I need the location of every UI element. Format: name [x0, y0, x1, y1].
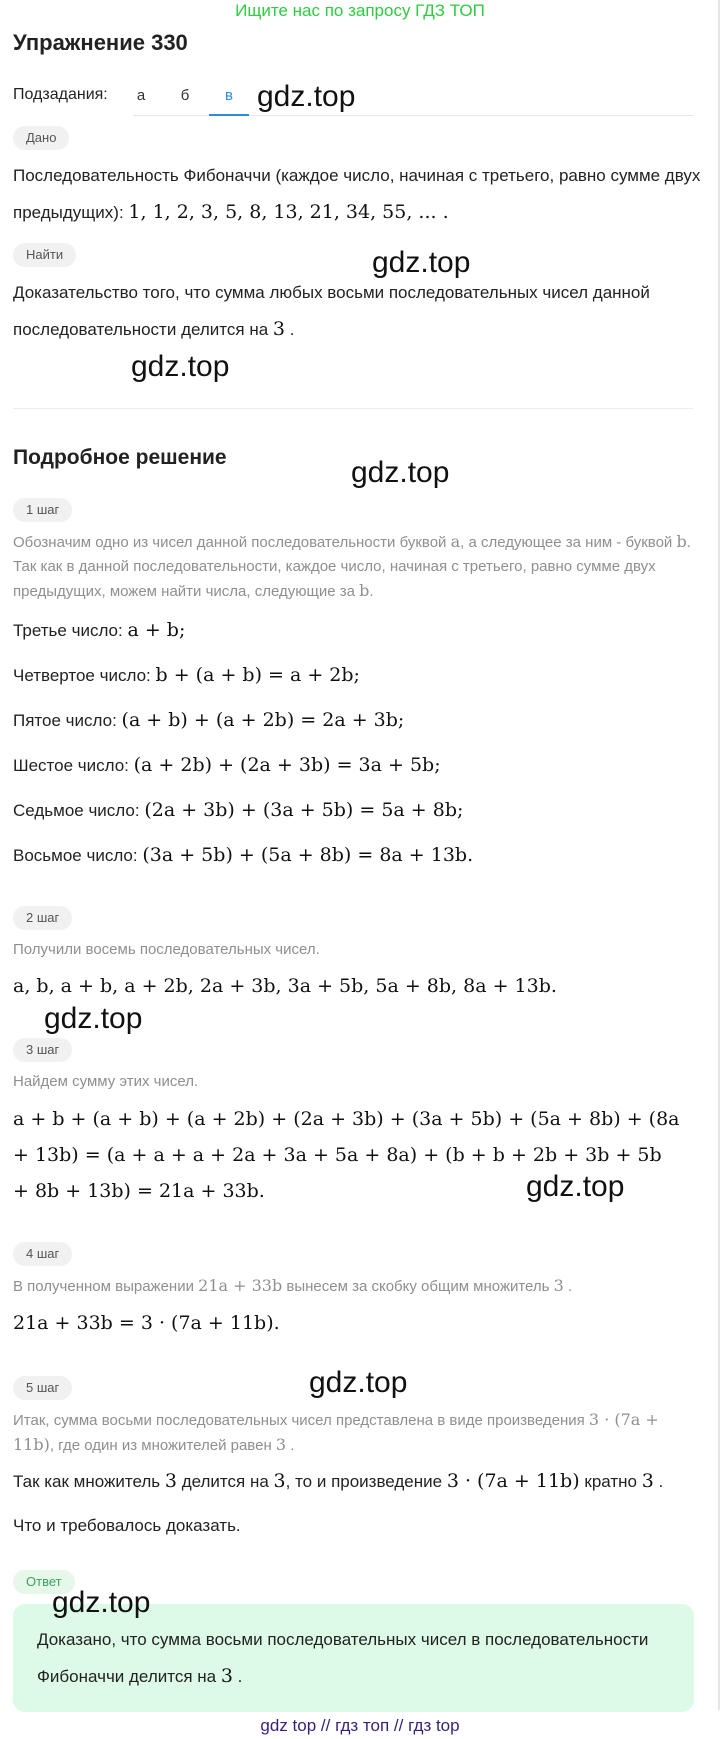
subtask-tab-a[interactable]: а: [136, 87, 146, 104]
step5-line-math: 3 · (7a + 11b): [446, 1470, 580, 1492]
step1-note-part: Обозначим одно из чисел данной последовательности буквой: [13, 534, 447, 551]
line-label: Четвертое число:: [13, 666, 151, 685]
given-chip: Дано: [13, 126, 69, 150]
step5-chip: 5 шаг: [13, 1376, 72, 1400]
answer-text: [37, 1622, 677, 1695]
find-text: [13, 275, 703, 348]
step5-note-part: Итак, сумма восьми последовательных чисел представлена в виде произведения: [13, 1412, 585, 1429]
step1-note-part: . Так как в данной последовательности, каждое число, начиная с третьего, равно сумме двух предыдущих, можем найти числа, следующие за: [13, 534, 691, 600]
find-divisor: 3: [272, 318, 285, 340]
line-math: (a + 2b) + (2a + 3b) = 3a + 5b;: [133, 754, 441, 776]
answer-chip: Ответ: [13, 1570, 75, 1594]
subtask-tab-b[interactable]: б: [180, 87, 190, 104]
line-label: Третье число:: [13, 621, 123, 640]
step5-note-math: 3 · (7a + 11b): [13, 1410, 659, 1454]
conclusion-text: Что и требовалось доказать.: [13, 1516, 241, 1535]
line-math: b + (a + b) = a + 2b;: [155, 664, 360, 686]
watermark: gdz.top: [52, 1586, 151, 1619]
step5-line-math: 3: [273, 1470, 286, 1492]
step5-line-part: , то и произведение: [285, 1472, 443, 1491]
find-description: Доказательство того, что сумма любых восьми последовательных чисел данной последовательности делится на: [13, 283, 650, 339]
page-title: Упражнение 330: [13, 30, 188, 55]
step3-math: a + b + (a + b) + (a + 2b) + (2a + 3b) + (3a + 5b) + (5a + 8b) + (8a + 13b) = (a + a + a + 2a + 3a + 5a + 8a) + (b + b + 2b + 3b + 5b + 8b + 13b) = 21a + 33b.: [13, 1108, 680, 1202]
step4-note: [13, 1274, 693, 1299]
find-tail: .: [289, 320, 295, 339]
answer-box: [13, 1604, 694, 1712]
watermark: gdz.top: [44, 1002, 143, 1035]
step4-chip: 4 шаг: [13, 1242, 72, 1266]
step3-chip: 3 шаг: [13, 1038, 72, 1062]
step1-line-8: [13, 840, 473, 871]
step2-math: a, b, a + b, a + 2b, 2a + 3b, 3a + 5b, 5a + 8b, 8a + 13b.: [13, 975, 557, 997]
line-label: Седьмое число:: [13, 801, 140, 820]
given-sequence: 1, 1, 2, 3, 5, 8, 13, 21, 34, 55, ... .: [128, 201, 449, 223]
line-math: (2a + 3b) + (3a + 5b) = 5a + 8b;: [144, 799, 464, 821]
step5-line: [13, 1466, 663, 1497]
step5-note: [13, 1408, 693, 1458]
step4-note-part: В полученном выражении: [13, 1278, 194, 1295]
step4-note-part: вынесем за скобку общим множитель: [286, 1278, 550, 1295]
answer-math: 3: [220, 1665, 233, 1687]
step1-note-end: .: [369, 583, 374, 600]
step1-line-3: [13, 615, 185, 646]
line-label: Восьмое число:: [13, 846, 138, 865]
step5-note-part: , где один из множителей равен: [49, 1437, 272, 1454]
step5-line-part: Так как множитель: [13, 1472, 161, 1491]
step5-line-part: делится на: [181, 1472, 269, 1491]
var-b: b: [676, 532, 687, 551]
watermark: gdz.top: [131, 350, 230, 383]
step1-line-7: [13, 795, 463, 826]
step5-line-end: .: [658, 1472, 664, 1491]
step4-note-math: 3: [553, 1276, 564, 1295]
line-label: Пятое число:: [13, 711, 117, 730]
given-text: [13, 158, 703, 231]
watermark: gdz.top: [257, 80, 356, 113]
section-divider: [13, 408, 693, 409]
top-banner[interactable]: Ищите нас по запросу ГДЗ ТОП: [235, 1, 485, 20]
answer-tail: .: [237, 1667, 243, 1686]
line-label: Шестое число:: [13, 756, 129, 775]
step4-note-math: 21a + 33b: [198, 1276, 283, 1295]
watermark: gdz.top: [351, 456, 450, 489]
step1-line-4: [13, 660, 360, 691]
step5-note-math: 3: [275, 1435, 287, 1454]
var-b: b: [359, 581, 370, 600]
line-math: (a + b) + (a + 2b) = 2a + 3b;: [121, 709, 405, 731]
answer-description: Доказано, что сумма восьми последовательных чисел в последовательности Фибоначчи делится на: [37, 1630, 649, 1686]
var-a: a: [450, 532, 461, 551]
subtasks-label: Подзадания:: [13, 86, 108, 103]
step5-line-math: 3: [641, 1470, 654, 1492]
step5-note-end: .: [290, 1437, 295, 1454]
step1-note-part: , а следующее за ним - буквой: [460, 534, 673, 551]
step4-math: 21a + 33b = 3 · (7a + 11b).: [13, 1312, 280, 1334]
step1-note: [13, 530, 693, 604]
line-math: (3a + 5b) + (5a + 8b) = 8a + 13b.: [142, 844, 474, 866]
line-math: a + b;: [127, 619, 186, 641]
find-chip: Найти: [13, 243, 76, 267]
watermark: gdz.top: [372, 246, 471, 279]
watermark: gdz.top: [526, 1170, 625, 1203]
footer-links[interactable]: gdz top // гдз топ // гдз top: [260, 1716, 460, 1735]
step2-chip: 2 шаг: [13, 906, 72, 930]
step3-note: Найдем сумму этих чисел.: [13, 1073, 199, 1090]
step1-line-6: [13, 750, 441, 781]
step4-note-end: .: [568, 1278, 573, 1295]
watermark: gdz.top: [309, 1366, 408, 1399]
given-description: Последовательность Фибоначчи (каждое число, начиная с третьего, равно сумме двух предыдущих):: [13, 166, 701, 222]
subtasks-tabs: [133, 82, 693, 116]
step5-line-math: 3: [164, 1470, 177, 1492]
subtask-tab-v[interactable]: в: [209, 82, 249, 116]
step1-line-5: [13, 705, 404, 736]
step5-line-part: кратно: [584, 1472, 637, 1491]
step1-chip: 1 шаг: [13, 498, 72, 522]
step2-note: Получили восемь последовательных чисел.: [13, 941, 320, 958]
solution-title: Подробное решение: [13, 446, 227, 469]
